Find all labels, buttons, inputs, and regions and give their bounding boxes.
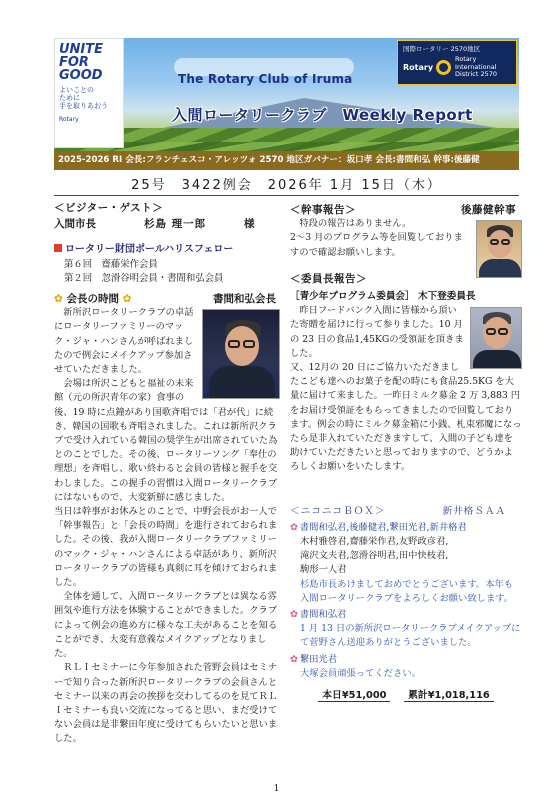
unite-line-2: FOR: [59, 55, 89, 70]
photo-glasses-right: [498, 328, 508, 335]
secretary-photo: [476, 220, 522, 278]
committee-paragraph: 昨日フードバンク入間に皆様から頂いた寄贈を届けに行って参りました。10 月の 23 日の食品1,45KGの受領証を頂きました。: [290, 305, 464, 359]
district-logo: [397, 40, 517, 85]
paul-harris-heading: [54, 243, 280, 257]
secretary-report: [290, 217, 522, 260]
president-paragraph: ＲＬＩセミナーに今年参加された菅野会員はセミナーで知り合った新所沢ロータリークラブの会員さんとセミナー以来の再会の挨拶を交わしてるのを見てＲＬＩセミナーも良い交流になってると思い、まだ受けてない会員は是非繋田年度に受けてもらいたいと思いました。: [54, 662, 278, 745]
paul-harris-item: 第２回 忽滑谷明会員・書間和弘会員: [64, 272, 224, 284]
niko-cumulative-total: 累計¥1,018,116: [404, 690, 494, 702]
unite-line-3: GOOD: [59, 68, 103, 83]
unite-for-good-logo: [54, 38, 124, 148]
flower-icon: ✿: [290, 521, 298, 533]
niko-box-heading-row: [290, 505, 522, 519]
president-heading-row: [54, 292, 280, 306]
photo-glasses-left: [486, 328, 496, 335]
visitor-honorific: 様: [244, 218, 255, 231]
photo-glasses-left: [490, 239, 499, 245]
district-rotary-word: Rotary: [403, 62, 434, 72]
photo-glasses-left: [228, 340, 240, 348]
committee-report: [290, 304, 522, 474]
meeting-title: 25号 3422例会 2026年 1月 15日（木）: [131, 178, 442, 193]
photo-suit: [209, 366, 275, 399]
niko-total: [290, 689, 522, 703]
niko-entry: [290, 521, 522, 606]
niko-entry-names: 繋田光君: [299, 653, 337, 665]
niko-box-heading: ＜ニコニコＢＯＸ＞: [290, 505, 386, 517]
weekly-report-title: 入間ロータリークラブ Weekly Report: [172, 106, 473, 124]
page-number: 1: [273, 784, 280, 794]
unite-rotary-brand: Rotary: [59, 116, 79, 123]
paul-harris-item: 第６回 齋藤栄作会員: [64, 258, 158, 270]
left-column: [54, 201, 280, 747]
flower-icon: ✿: [290, 609, 298, 621]
secretary-name: 後藤健幹事: [461, 204, 516, 216]
niko-entry-names: 書間和弘君,後藤健君,繋田光君,新井格君: [299, 521, 467, 533]
niko-entry-names-line: 滝沢文夫君,忽滑谷明君,田中快枝君,: [300, 550, 449, 562]
flower-icon: ✿: [290, 653, 298, 665]
right-column: [290, 203, 522, 703]
flower-icon: ✿: [122, 293, 132, 306]
niko-entry-names-line: 駒形一人君: [300, 564, 347, 576]
photo-suit: [479, 259, 521, 278]
committee-paragraph: 又、12月の 20 日にご協力いただきましたこども達へのお菓子を配の時にも食品25.5KG を大量に届けて来ました。一昨日ミルク募金 2 万 3,883 円をお届け受領証をもらってきましたので回覧しております。例会の時にミルク募金箱に小銭、札束邪魔になったら是非入れていただきますして、入間の子ども達を助けていただきたいと思っておりますので、どうかよろしくお願いをいたします。: [290, 362, 522, 473]
visitor-row: [54, 217, 280, 231]
president-photo: [202, 309, 280, 399]
committee-heading: ＜委員長報告＞: [290, 272, 367, 285]
rotary-wheel-icon: [436, 60, 451, 75]
committee-chair-photo: [470, 307, 522, 369]
niko-entry-message: 大塚会員頑張ってください。: [300, 667, 421, 679]
flower-icon: ✿: [54, 293, 63, 306]
niko-box-chair: 新井格ＳＡＡ: [442, 505, 506, 517]
district-title: 国際ロータリー 2570地区: [403, 45, 481, 53]
niko-entry-message: 杉島市長あけましておめでとうございます。本年も入間ロータリークラブをよろしくお願い致します。: [300, 578, 514, 604]
niko-today-total: 本日¥51,000: [318, 690, 390, 702]
niko-entry: [290, 608, 522, 651]
visitor-name: 杉島 理一郎: [144, 218, 207, 231]
photo-glasses-right: [243, 340, 255, 348]
president-paragraph: 新所沢ロータリークラブの卓話にロータリーファミリーのマック・ジャ・ハンさんが呼ばれましたので例会にメイクアップ参加させていただきました。: [54, 307, 194, 376]
niko-entry: [290, 653, 522, 681]
secretary-paragraph: 特段の報告はありません。: [299, 218, 412, 230]
niko-entry-names: 書間和弘君: [299, 609, 347, 621]
photo-suit: [473, 350, 521, 369]
visitor-heading: ＜ビジター・ゲスト＞: [54, 202, 164, 214]
president-paragraph: 全体を通して、入間ロータリークラブとは異なる雰囲気や進行方法を体験することができました。クラブによって例会の進め方に様々な工夫があることを知ることができ、大変有意義なメイクアップとなりました。: [54, 591, 278, 660]
visitor-role: 入間市長: [54, 218, 96, 231]
president-report: [54, 306, 280, 746]
niko-entry-names-line: 木村雅啓君,齋藤栄作君,友野政彦君,: [300, 536, 449, 548]
club-english-name: The Rotary Club of Iruma: [178, 72, 353, 86]
niko-entry-message: 1 月 13 日の新所沢ロータリークラブメイクアップにて菅野さん送迎ありがとうございました。: [300, 623, 521, 649]
district-lines: Rotary International District 2570: [455, 55, 498, 78]
red-square-icon: [54, 244, 62, 252]
president-paragraph: 当日は幹事がお休みとのことで、中野会長がお一人で「幹事報告」と「会長の時間」を進行されておられました。その後、我が入間ロータリークラブファミリーのマック・ジャ・ハンさんによる卓話があり、新所沢ロータリークラブの皆様も真剣に耳を傾けておられました。: [54, 506, 278, 589]
president-speaker: 書間和弘会長: [213, 293, 276, 306]
president-paragraph: 会場は所沢こどもと福祉の未来館（元の所沢青年の家）食事の後、19 時に点鐘があり国歌斉唱では「君が代」に続き、韓国の国歌も斉唱されました。これは新所沢クラブで受け入れている韓国の奨学生が出席されていた為とのことでした。その後、ロータリーソング「奉仕の理想」を斉唱し、歌い終わると会員の皆様と握手を交わしました。この握手の習慣は入間ロータリークラブにはないもので、大変新鮮に感じました。: [54, 378, 278, 503]
paul-harris-title: ロータリー財団ポールハリスフェロー: [65, 244, 234, 256]
president-heading: 会長の時間: [66, 293, 119, 306]
unite-subtitle: よいことの ために 手を取りあおう: [59, 86, 108, 110]
secretary-paragraph: 2～3 月のプログラム等を回覧しておりますので確認お願いします。: [290, 232, 463, 258]
secretary-heading-row: [290, 203, 522, 217]
secretary-heading: ＜幹事報告＞: [290, 204, 356, 216]
photo-glasses-right: [501, 239, 510, 245]
meeting-divider: [54, 195, 519, 196]
unite-line-1: UNITE: [59, 42, 104, 57]
committee-subheading: ［青少年プログラム委員会］ 木下登委員長: [290, 291, 476, 303]
officer-info-bar: 2025-2026 RI 会長:フランチェスコ・アレッツォ 2570 地区ガバナー：坂口孝 会長:書間和弘 幹事:後藤健: [54, 151, 519, 170]
